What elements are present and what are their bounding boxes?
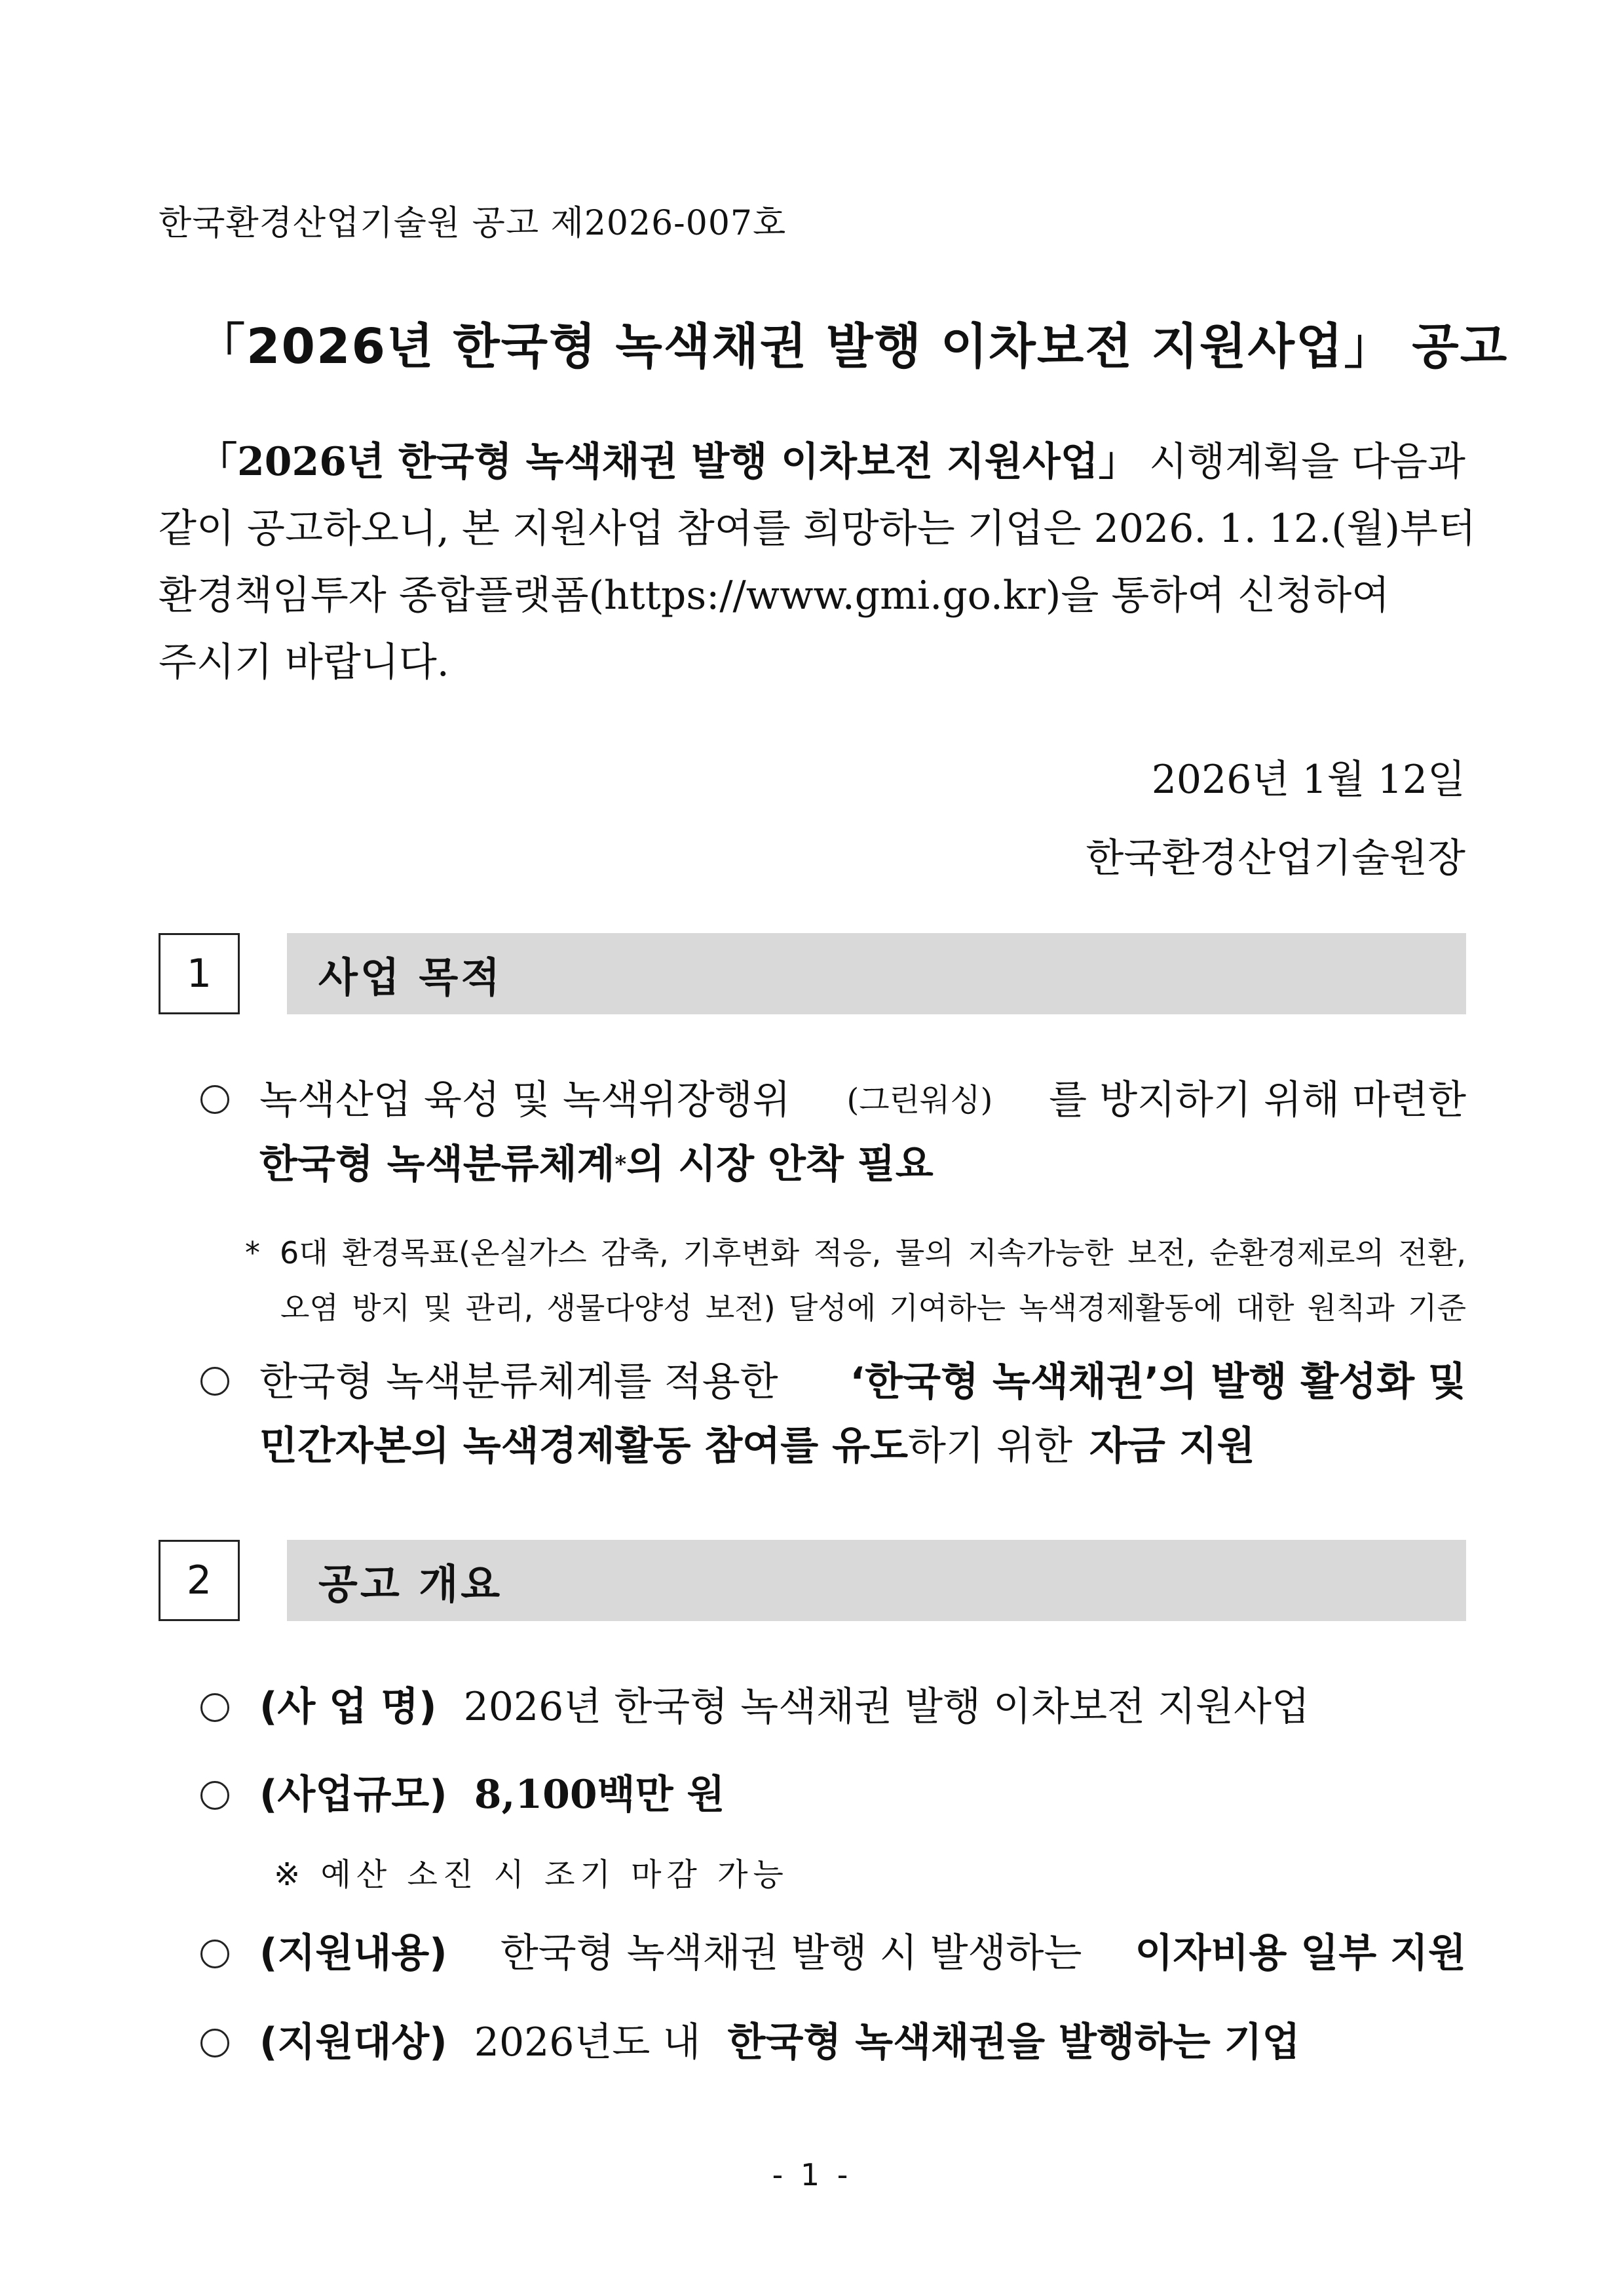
budget-note: ※ 예산 소진 시 조기 마감 가능: [274, 1856, 789, 1893]
purpose-bullet2: [259, 1350, 1466, 1478]
overview-item-content: [259, 1924, 1466, 1983]
intro-line3: 환경책임투자 종합플랫폼(https://www.gmi.go.kr)을 통하여 신청하여: [159, 573, 1390, 619]
bullet-circle-icon: [200, 2029, 229, 2057]
overview-item-content-bold: 이자비용 일부 지원: [1135, 1930, 1466, 1976]
section1-number: 1: [159, 933, 240, 1014]
intro-line1-rest: 시행계획을 다음과: [1149, 439, 1465, 485]
purpose-bullet1-text-b: 를 방지하기 위해 마련한: [1049, 1077, 1466, 1123]
section2-title: 공고 개요: [287, 1540, 1466, 1621]
purpose-bullet1-bold: 한국형 녹색분류체계: [259, 1141, 615, 1187]
overview-item-target: [259, 2013, 1300, 2072]
section1-title: 사업 목적: [287, 933, 1466, 1014]
overview-item-name: [259, 1677, 1310, 1736]
bullet-circle-icon: [200, 1693, 229, 1722]
bullet-circle-icon: [200, 1940, 229, 1968]
overview-item-content-text: 한국형 녹색채권 발행 시 발생하는: [500, 1930, 1082, 1976]
footnote-line2: 오염 방지 및 관리, 생물다양성 보전) 달성에 기여하는 녹색경제활동에 대한 원칙과 기준: [280, 1290, 1466, 1326]
notice-number: 한국환경산업기술원 공고 제2026-007호: [159, 204, 787, 243]
purpose-bullet1-text-small: (그린워싱): [846, 1082, 993, 1119]
purpose-bullet2-bold3: 자금 지원: [1089, 1423, 1255, 1469]
intro-paragraph: [159, 429, 1476, 696]
intro-line4: 주시기 바랍니다.: [159, 640, 449, 685]
purpose-bullet1: [259, 1068, 1466, 1196]
purpose-bullet2-bold: ‘한국형 녹색채권’의 발행 활성화 및: [850, 1359, 1466, 1405]
purpose-bullet2-text-a: 한국형 녹색분류체계를 적용한: [259, 1359, 778, 1405]
overview-item-scale: [259, 1765, 725, 1824]
document-title: 「2026년 한국형 녹색채권 발행 이차보전 지원사업」 공고: [197, 318, 1509, 375]
purpose-bullet1-text-a: 녹색산업 육성 및 녹색위장행위: [259, 1077, 791, 1123]
overview-item-scale-label: (사업규모): [259, 1772, 447, 1818]
bullet-circle-icon: [200, 1085, 229, 1114]
footnote-line1: 6대 환경목표(온실가스 감축, 기후변화 적응, 물의 지속가능한 보전, 순환경제로의 전환,: [280, 1235, 1466, 1271]
purpose-bullet1-rest: 의 시장 안착 필요: [626, 1141, 934, 1187]
purpose-bullet2-bold2: 민간자본의 녹색경제활동 참여를 유도: [259, 1423, 909, 1469]
footnote-marker: *: [614, 1151, 627, 1177]
footnote-marker-symbol: *: [245, 1235, 260, 1271]
overview-item-name-text: 2026년 한국형 녹색채권 발행 이차보전 지원사업: [463, 1684, 1310, 1730]
overview-item-target-text: 2026년도 내: [474, 2019, 701, 2065]
page-number: - 1 -: [772, 2157, 852, 2192]
bullet-circle-icon: [200, 1781, 229, 1810]
section2-number: 2: [159, 1540, 240, 1621]
intro-line1-bold: 「2026년 한국형 녹색채권 발행 이차보전 지원사업」: [198, 439, 1138, 485]
purpose-bullet2-rest: 하기 위한: [908, 1423, 1072, 1469]
overview-item-name-label: (사 업 명): [259, 1684, 437, 1730]
bullet-circle-icon: [200, 1367, 229, 1396]
issuer-name: 한국환경산업기술원장: [1086, 835, 1465, 881]
intro-line2: 같이 공고하오니, 본 지원사업 참여를 희망하는 기업은 2026. 1. 12.(월)부터: [159, 506, 1476, 552]
overview-item-content-label: (지원내용): [259, 1930, 447, 1976]
overview-item-scale-text: 8,100백만 원: [474, 1772, 725, 1818]
footnote: [245, 1225, 1466, 1335]
overview-item-target-bold: 한국형 녹색채권을 발행하는 기업: [727, 2019, 1300, 2065]
notice-date: 2026년 1월 12일: [1151, 757, 1465, 803]
overview-item-target-label: (지원대상): [259, 2019, 447, 2065]
